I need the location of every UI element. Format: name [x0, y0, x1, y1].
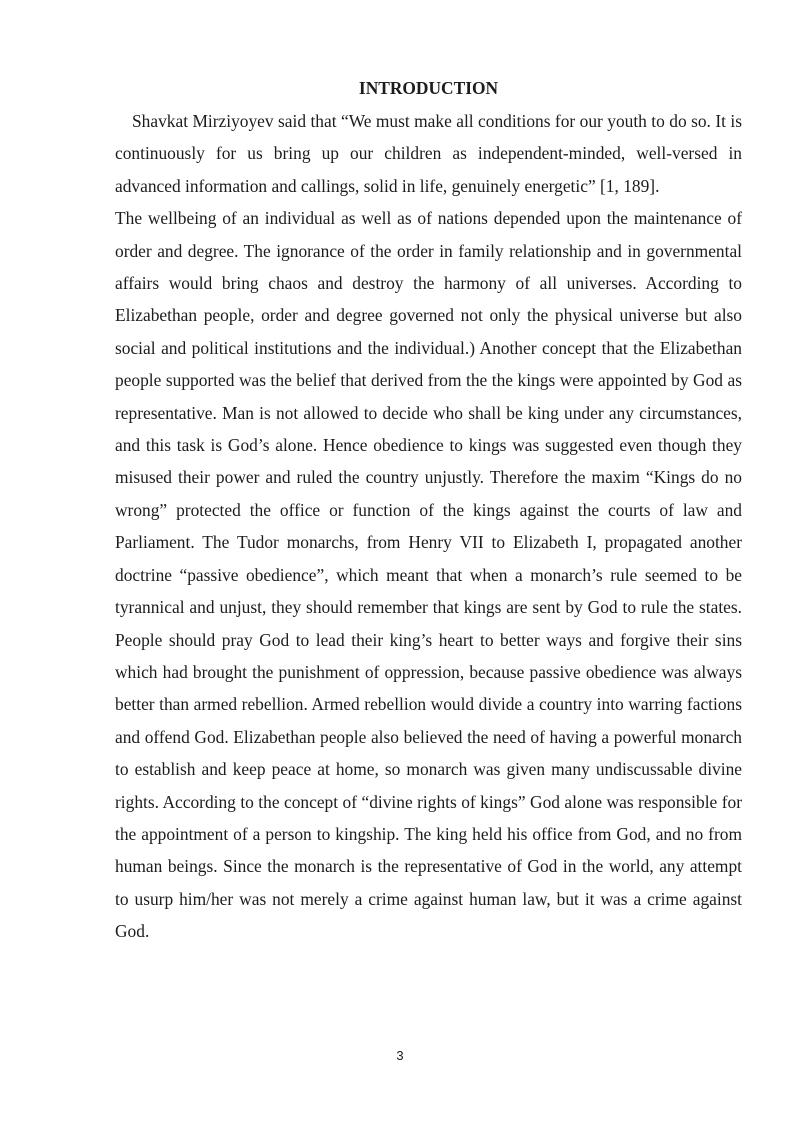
- page-content: [115, 78, 742, 948]
- paragraph-body: The wellbeing of an individual as well as of nations depended upon the maintenance of order and degree. The ignorance of the order in family relationship and in governmental affairs would bring chaos and destroy the harmony of all universes. According to Elizabethan people, order and degree governed not only the physical universe but also social and political institutions and the individual.) Another concept that the Elizabethan people supported was the belief that derived from the the kings were appointed by God as representative. Man is not allowed to decide who shall be king under any circumstances, and this task is God’s alone. Hence obedience to kings was suggested even though they misused their power and ruled the country unjustly. Therefore the maxim “Kings do no wrong” protected the office or function of the kings against the courts of law and Parliament. The Tudor monarchs, from Henry VII to Elizabeth I, propagated another doctrine “passive obedience”, which meant that when a monarch’s rule seemed to be tyrannical and unjust, they should remember that kings are sent by God to rule the states. People should pray God to lead their king’s heart to better ways and forgive their sins which had brought the punishment of oppression, because passive obedience was always better than armed rebellion. Armed rebellion would divide a country into warring factions and offend God. Elizabethan people also believed the need of having a powerful monarch to establish and keep peace at home, so monarch was given many undiscussable divine rights. According to the concept of “divine rights of kings” God alone was responsible for the appointment of a person to kingship. The king held his office from God, and no from human beings. Since the monarch is the representative of God in the world, any attempt to usurp him/her was not merely a crime against human law, but it was a crime against God.: [115, 208, 742, 942]
- page-number: 3: [396, 1048, 404, 1063]
- section-title: INTRODUCTION: [358, 78, 499, 98]
- paragraph-quote: Shavkat Mirziyoyev said that “We must make all conditions for our youth to do so. It is continuously for us bring up our children as independent-minded, well-versed in advanced information and callings, solid in life, genuinely energetic” [1, 189].: [115, 111, 742, 196]
